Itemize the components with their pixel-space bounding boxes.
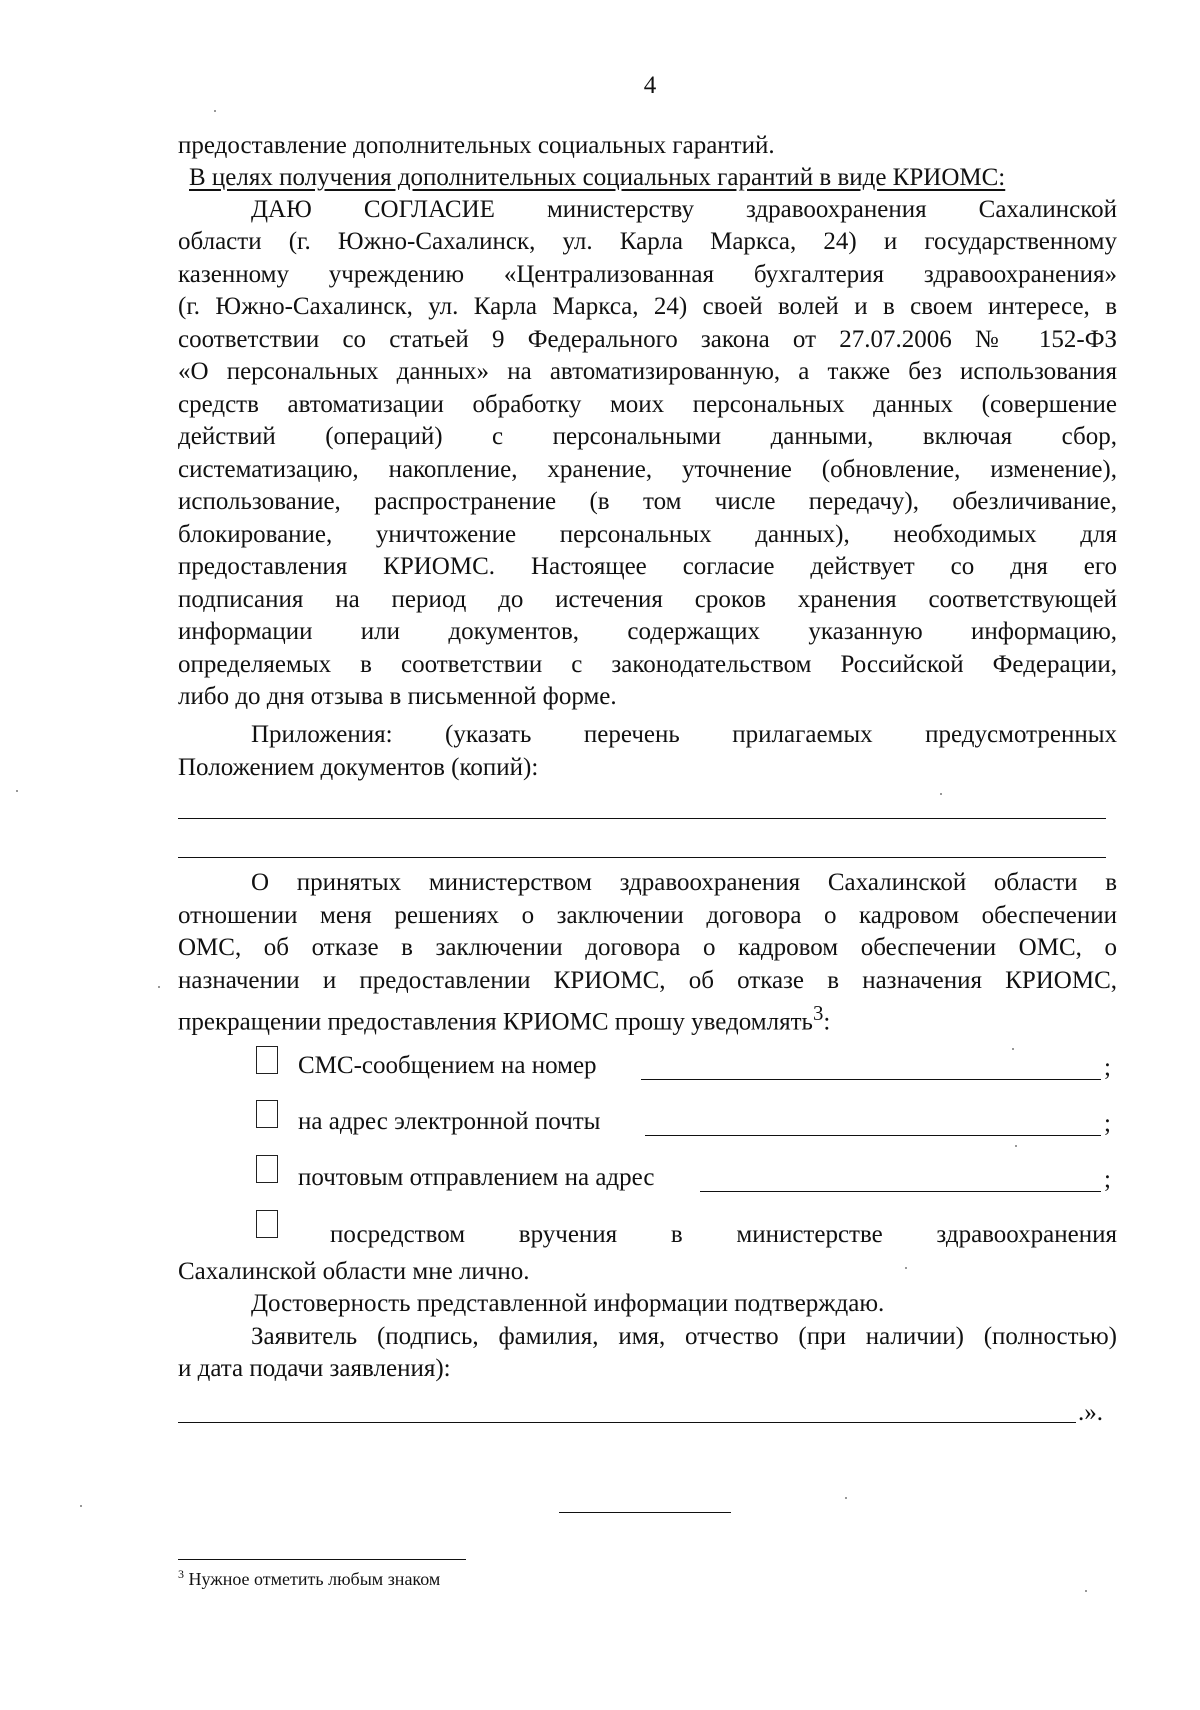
closing-mark: .». (1078, 1399, 1103, 1426)
post-semicolon: ; (1104, 1166, 1111, 1193)
consent-line: соответствии со статьей 9 Федерального закона от 27.07.2006 № 152-ФЗ (178, 326, 1117, 353)
consent-line: подписания на период до истечения сроков хранения соответствующей (178, 586, 1117, 613)
scan-speck (214, 110, 216, 112)
notify-line-last (178, 997, 830, 1038)
sms-label: СМС-сообщением на номер (298, 1052, 597, 1079)
consent-line: предоставления КРИОМС. Настоящее согласие действует со дня его (178, 553, 1117, 580)
applicant-line: Заявитель (подпись, фамилия, имя, отчество (при наличии) (полностью) (251, 1323, 1117, 1350)
inperson-label: посредством вручения в министерстве здравоохранения (330, 1221, 1117, 1248)
consent-line: информации или документов, содержащих указанную информацию, (178, 618, 1117, 645)
purpose-heading: В целях получения дополнительных социальных гарантий в виде КРИОМС: (189, 164, 1006, 191)
consent-line: определяемых в соответствии с законодательством Российской Федерации, (178, 651, 1117, 678)
scan-speck (1015, 1145, 1017, 1147)
consent-line: «О персональных данных» на автоматизированную, а также без использования (178, 358, 1117, 385)
applicant-line: и дата подачи заявления): (178, 1355, 451, 1382)
post-checkbox[interactable] (256, 1155, 278, 1183)
applicant-signature-field[interactable] (178, 1422, 1076, 1423)
scan-speck (1012, 1048, 1014, 1050)
attachments-line: Положением документов (копий): (178, 754, 539, 781)
notify-line: назначении и предоставлении КРИОМС, об отказе в назначения КРИОМС, (178, 967, 1117, 994)
footnote-ref: 3 (812, 1001, 824, 1025)
consent-line: систематизацию, накопление, хранение, уточнение (обновление, изменение), (178, 456, 1117, 483)
sms-semicolon: ; (1104, 1054, 1111, 1081)
consent-line: блокирование, уничтожение персональных данных), необходимых для (178, 521, 1117, 548)
post-address-field[interactable] (700, 1191, 1101, 1192)
page-number: 4 (643, 72, 657, 99)
scan-speck (940, 793, 942, 795)
scan-speck (845, 1497, 847, 1499)
sms-checkbox[interactable] (256, 1046, 278, 1074)
scan-speck (16, 790, 18, 792)
email-address-field[interactable] (645, 1135, 1101, 1136)
notify-colon: : (823, 1008, 831, 1036)
consent-line: области (г. Южно-Сахалинск, ул. Карла Маркса, 24) и государственному (178, 228, 1117, 255)
intro-line: предоставление дополнительных социальных гарантий. (178, 132, 775, 159)
consent-line: казенному учреждению «Централизованная бухгалтерия здравоохранения» (178, 261, 1117, 288)
scan-speck (905, 1267, 907, 1269)
footnote (178, 1567, 440, 1590)
attachments-blank-line[interactable] (178, 818, 1106, 819)
consent-line: средств автоматизации обработку моих персональных данных (совершение (178, 391, 1117, 418)
attachments-line: Приложения: (указать перечень прилагаемых предусмотренных (251, 721, 1117, 748)
footnote-separator (178, 1559, 466, 1560)
email-checkbox[interactable] (256, 1100, 278, 1128)
inperson-checkbox[interactable] (256, 1210, 278, 1238)
email-label: на адрес электронной почты (298, 1108, 601, 1135)
notify-line: ОМС, об отказе в заключении договора о кадровом обеспечении ОМС, о (178, 934, 1117, 961)
post-label: почтовым отправлением на адрес (298, 1164, 655, 1191)
inperson-label-cont: Сахалинской области мне лично. (178, 1258, 530, 1285)
confirmation-text: Достоверность представленной информации подтверждаю. (251, 1290, 885, 1317)
sms-number-field[interactable] (641, 1079, 1101, 1080)
notify-line: О принятых министерством здравоохранения Сахалинской области в (251, 869, 1117, 896)
scan-speck (80, 1505, 82, 1507)
notify-text: прекращении предоставления КРИОМС прошу уведомлять (178, 1008, 813, 1036)
consent-line: (г. Южно-Сахалинск, ул. Карла Маркса, 24) своей волей и в своем интересе, в (178, 293, 1117, 320)
email-semicolon: ; (1104, 1110, 1111, 1137)
end-separator (559, 1512, 731, 1513)
footnote-mark: 3 (178, 1567, 184, 1581)
consent-line: использование, распространение (в том числе передачу), обезличивание, (178, 488, 1117, 515)
scan-speck (158, 986, 160, 988)
consent-line: ДАЮ СОГЛАСИЕ министерству здравоохранения Сахалинской (251, 196, 1117, 223)
attachments-blank-line[interactable] (178, 857, 1106, 858)
scan-speck (1085, 1590, 1087, 1592)
consent-line: либо до дня отзыва в письменной форме. (178, 683, 617, 710)
notify-line: отношении меня решениях о заключении договора о кадровом обеспечении (178, 902, 1117, 929)
footnote-text: Нужное отметить любым знаком (188, 1569, 441, 1589)
consent-line: действий (операций) с персональными данными, включая сбор, (178, 423, 1117, 450)
